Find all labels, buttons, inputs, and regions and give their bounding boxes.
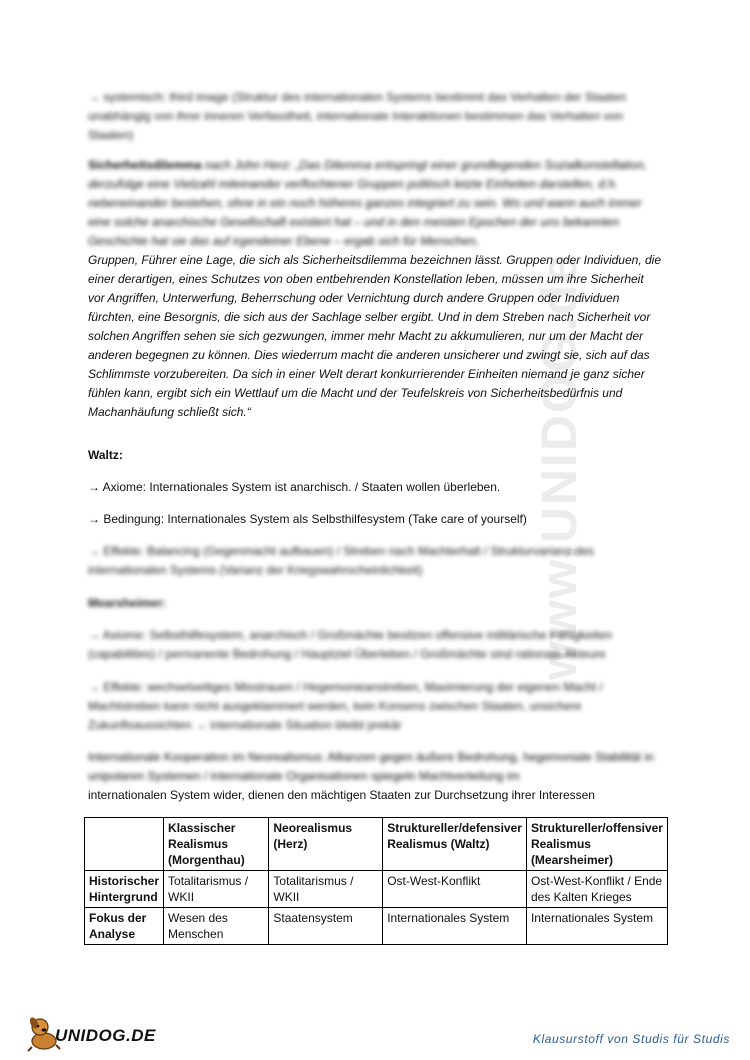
logo-text: UNIDOG.DE [55,1026,156,1045]
mearsheimer-heading: Mearsheimer: [88,596,167,610]
table-header-cell [85,818,164,871]
mearsheimer-effekte: → Effekte: wechselseitiges Misstrauen / Hegemonieanstreben, Maximierung der eigenen Macht / Machtstreben kann nicht ausgeklammert werden, kein Konsens zwischen Staaten, unsichere Zukunftsaussichten → internationale Situation bleibt prekär [88,680,603,732]
waltz-axiome: → Axiome: Internationales System ist anarchisch. / Staaten wollen überleben. [88,480,501,494]
table-row [85,908,668,945]
cooperation-blurred: Internationale Kooperation im Neorealismus: Allianzen gegen äußere Bedrohung, hegemoniale Stabilität in unipolaren Systemen / internationale Organisationen spiegeln Machtverteilung im [88,750,654,783]
security-dilemma-quote: Gruppen, Führer eine Lage, die sich als Sicherheitsdilemma bezeichnen lässt. Gruppen oder Individuen, die einer derartigen, eines Schutzes von oben entbehrenden Konstellation leben, müssen um ihre Sicherheit vor Angriffen, Unterwerfung, Beherrschung oder Vernichtung durch andere Gruppen oder Individuen fürchten, eine Besorgnis, die sich aus der Sachlage selber ergibt. Und in dem Streben nach Sicherheit vor solchen Angriffen sehen sie sich gezwungen, immer mehr Macht zu akkumulieren, nur um der Macht der anderen begegnen zu können. Dies wiederrum macht die anderen unsicherer und zwingt sie, sich auf das Schlimmste vorzubereiten. Da sich in einer Welt derart konkurrierender Einheiten niemand je ganz sicher fühlen kann, ergibt sich ein Wettlauf um die Macht und der Teufelskreis von Sicherheitsbedürfnis und Machanhäufung schließt sich.“ [88,253,661,419]
table-cell: Ost-West-Konflikt [383,871,527,908]
watermark-text: www.UNIDOG.de [531,253,587,680]
security-dilemma-paragraph [88,156,663,422]
table-cell: Totalitarismus / WKII [269,871,383,908]
footer-tagline: Klausurstoff von Studis für Studis [532,1032,730,1046]
table-cell: Staatensystem [269,908,383,945]
waltz-bedingung: → Bedingung: Internationales System als Selbsthilfesystem (Take care of yourself) [88,512,527,526]
waltz-effekte: → Effekte: Balancing (Gegenmacht aufbauen) / Streben nach Machterhalt / Strukturvarianz des internationalen Systems (Varianz der Kriegswahrscheinlichkeit) [88,544,595,577]
paragraph-systemic: → systemisch: third image (Struktur des internationalen Systems bestimmt das Verhalten der Staaten unabhängig von ihrer inneren Verfasstheit, internationale Interaktionen bestimmen das Verhalten von Staaten) [88,90,627,142]
table-cell: Internationales System [526,908,667,945]
mearsheimer-axiome: → Axiome: Selbsthilfesystem, anarchisch / Großmächte besitzen offensive militärische Fähigkeiten (capabilities) / permanente Bedrohung / Hauptziel Überleben / Großmächte sind rationale Akteure [88,628,613,661]
comparison-table [84,817,668,945]
table-row-header: Historischer Hintergrund [85,871,164,908]
table-cell: Internationales System [383,908,527,945]
cooperation-visible: internationalen System wider, dienen den mächtigen Staaten zur Durchsetzung ihrer Interessen [88,788,595,802]
security-dilemma-intro: nach John Herz: „Das Dilemma entspringt einer grundlegenden Sozialkonstellation, derzufolge eine Vielzahl miteinander verflochtener Gruppen politisch letzte Einheiten darstellen, d.h. nebeneinander bestehen, ohne in ein noch höheres ganzes integriert zu sein. Wo und wann auch immer eine solche anarchische Gesellschaft existiert hat – und in den meisten Epochen der uns bekannten Geschichte hat sie das auf irgendeiner Ebene – ergab sich für Menschen, [88,158,647,248]
waltz-heading: Waltz: [88,448,123,462]
security-dilemma-title: Sicherheitsdilemma [88,158,202,172]
table-header-cell: Struktureller/offensiver Realismus (Mearsheimer) [526,818,667,871]
table-cell: Wesen des Menschen [164,908,269,945]
table-header-cell: Struktureller/defensiver Realismus (Waltz) [383,818,527,871]
table-header-cell: Klassischer Realismus (Morgenthau) [164,818,269,871]
table-row [85,871,668,908]
table-header-cell: Neorealismus (Herz) [269,818,383,871]
table-row-header: Fokus der Analyse [85,908,164,945]
cooperation-paragraph [88,748,663,805]
table-cell: Totalitarismus / WKII [164,871,269,908]
table-header-row [85,818,668,871]
table-cell: Ost-West-Konflikt / Ende des Kalten Krieges [526,871,667,908]
